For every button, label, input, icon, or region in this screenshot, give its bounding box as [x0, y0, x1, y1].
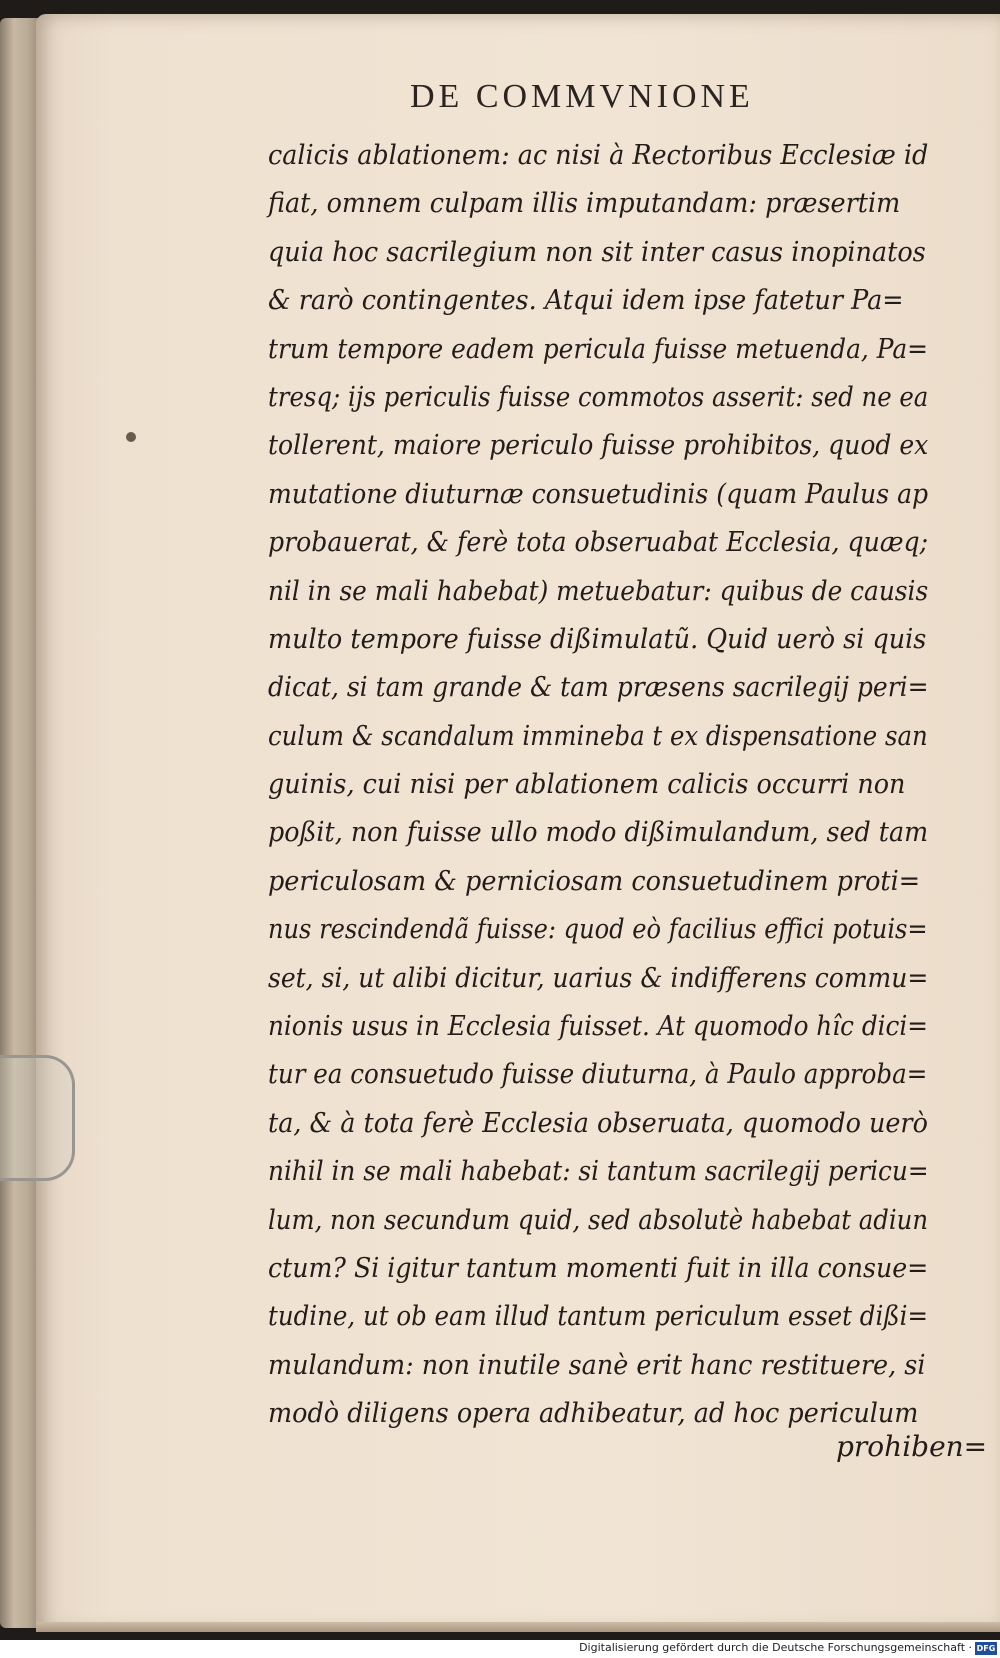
ink-spot — [126, 432, 136, 442]
text-line: multo tempore fuisse dißimulatũ. Quid uerò si quis — [268, 623, 927, 655]
text-line: probauerat, & ferè tota obseruabat Ecclesia, quæq; — [268, 527, 929, 559]
footer-credit: Digitalisierung gefördert durch die Deutsche Forschungsgemeinschaft · — [579, 1641, 972, 1654]
text-line: guinis, cui nisi per ablationem calicis occurri non — [268, 769, 906, 801]
text-line: modò diligens opera adhibeatur, ad hoc periculum — [268, 1398, 919, 1430]
book-page-edges — [0, 18, 40, 1628]
text-line: mutatione diuturnæ consuetudinis (quam Paulus ap — [268, 478, 929, 510]
text-line: periculosam & perniciosam consuetudinem proti= — [268, 865, 921, 897]
text-line: quia hoc sacrilegium non sit inter casus inopinatos — [268, 236, 926, 268]
text-line: calicis ablationem: ac nisi à Rectoribus Ecclesiæ id — [268, 140, 929, 171]
text-line: tresq; ijs periculis fuisse commotos asserit: sed ne ea — [268, 381, 929, 413]
text-line: ctum? Si igitur tantum momenti fuit in illa consue= — [268, 1252, 929, 1284]
text-line: poßit, non fuisse ullo modo dißimulandum, sed tam — [268, 817, 929, 849]
body-text — [268, 132, 968, 1439]
text-line: fiat, omnem culpam illis imputandam: præsertim — [268, 188, 901, 220]
running-head: DE COMMVNIONE — [410, 78, 754, 115]
text-line: nil in se mali habebat) metuebatur: quibus de causis — [268, 575, 929, 607]
text-line: trum tempore eadem pericula fuisse metuenda, Pa= — [268, 333, 929, 365]
text-line: nionis usus in Ecclesia fuisset. At quomodo hîc dici= — [268, 1011, 928, 1043]
text-line: dicat, si tam grande & tam præsens sacrilegij peri= — [268, 672, 929, 704]
catchword: prohiben= — [836, 1430, 988, 1463]
text-line: tollerent, maiore periculo fuisse prohibitos, quod ex — [268, 430, 929, 462]
text-line: nus rescindendã fuisse: quod eò facilius effici potuis= — [268, 914, 928, 946]
page-clip — [0, 1055, 75, 1181]
text-line: tudine, ut ob eam illud tantum periculum esset dißi= — [268, 1301, 928, 1333]
text-line: lum, non secundum quid, sed absolutè habebat adiun — [268, 1204, 929, 1236]
text-line: tur ea consuetudo fuisse diuturna, à Paulo approba= — [268, 1059, 928, 1091]
book-bottom-edge — [36, 1622, 1000, 1632]
text-line: ta, & à tota ferè Ecclesia obseruata, quomodo uerò — [268, 1107, 928, 1139]
footer-bar — [0, 1640, 1000, 1658]
text-line: & rarò contingentes. Atqui idem ipse fatetur Pa= — [268, 285, 904, 317]
dfg-logo[interactable]: DFG — [976, 1644, 996, 1653]
text-line: set, si, ut alibi dicitur, uarius & indifferens commu= — [268, 962, 929, 994]
text-line: nihil in se mali habebat: si tantum sacrilegij pericu= — [268, 1156, 929, 1188]
text-line: culum & scandalum immineba t ex dispensatione san — [268, 720, 928, 752]
text-line: mulandum: non inutile sanè erit hanc restituere, si — [268, 1349, 926, 1381]
